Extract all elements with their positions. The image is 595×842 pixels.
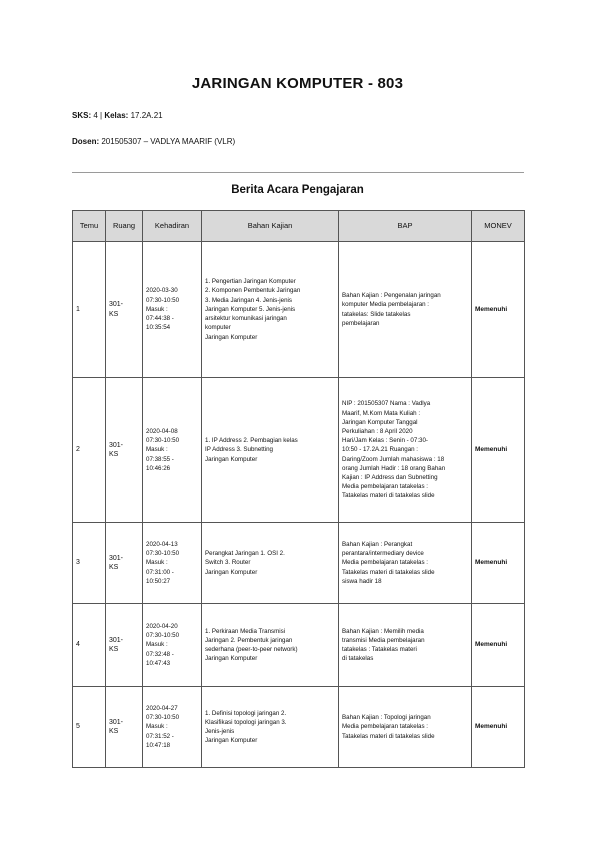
table-row [73,523,525,604]
cell-kehadiran: 2020-04-20 07:30-10:50 Masuk : 07:32:48 - 10:47:43 [143,604,202,687]
cell-monev: Memenuhi [472,687,525,768]
cell-monev: Memenuhi [472,242,525,378]
cell-kehadiran: 2020-04-13 07:30-10:50 Masuk : 07:31:00 - 10:50:27 [143,523,202,604]
cell-bahan-kajian: 1. Perkiraan Media Transmisi Jaringan 2. Pembentuk jaringan sederhana (peer-to-peer network) Jaringan Komputer [202,604,339,687]
sks-value: 4 | [91,111,105,120]
course-title: JARINGAN KOMPUTER - 803 [191,75,404,92]
cell-ruang: 301- KS [106,523,143,604]
table-row [73,687,525,768]
col-header-kehadiran: Kehadiran [143,211,202,242]
col-header-ruang: Ruang [106,211,143,242]
divider [72,172,524,173]
cell-bap: Bahan Kajian : Pengenalan jaringan komputer Media pembelajaran : tatakelas: Slide tatakelas pembelajaran [339,242,472,378]
cell-temu: 2 [73,378,106,523]
col-header-bap: BAP [339,211,472,242]
cell-monev: Memenuhi [472,523,525,604]
col-header-bahan-kajian: Bahan Kajian [202,211,339,242]
cell-bahan-kajian: 1. IP Address 2. Pembagian kelas IP Address 3. Subnetting Jaringan Komputer [202,378,339,523]
cell-monev: Memenuhi [472,378,525,523]
col-header-temu: Temu [73,211,106,242]
cell-bap: NIP : 201505307 Nama : Vadlya Maarif, M.Kom Mata Kuliah : Jaringan Komputer Tanggal Perkuliahan : 8 April 2020 Hari/Jam Kelas : Senin - 07:30- 10:50 - 17.2A.21 Ruangan : Daring/Zoom Jumlah mahasiswa : 18 orang Jumlah Hadir : 18 orang Bahan Kajian : IP Address dan Subnetting Media pembelajaran tatakelas : Tatakelas materi di tatakelas slide [339,378,472,523]
cell-bap: Bahan Kajian : Perangkat perantara/intermediary device Media pembelajaran tatakelas : Tatakelas materi di tatakelas slide siswa hadir 18 [339,523,472,604]
teaching-report-table [72,210,525,768]
section-title: Berita Acara Pengajaran [231,184,364,196]
table-header-row [73,211,525,242]
cell-ruang: 301- KS [106,242,143,378]
col-header-monev: MONEV [472,211,525,242]
cell-ruang: 301- KS [106,687,143,768]
cell-bahan-kajian: 1. Definisi topologi jaringan 2. Klasifikasi topologi jaringan 3. Jenis-jenis Jaringan Komputer [202,687,339,768]
cell-bap: Bahan Kajian : Memilih media transmisi Media pembelajaran tatakelas : Tatakelas materi di tatakelas [339,604,472,687]
cell-temu: 5 [73,687,106,768]
cell-ruang: 301- KS [106,604,143,687]
cell-temu: 3 [73,523,106,604]
dosen-value: 201505307 – VADLYA MAARIF (VLR) [99,137,236,146]
table-row [73,378,525,523]
lecturer-line [72,137,235,146]
cell-bahan-kajian: 1. Pengertian Jaringan Komputer 2. Komponen Pembentuk Jaringan 3. Media Jaringan 4. Jenis-jenis Jaringan Komputer 5. Jenis-jenis arsitektur komunikasi jaringan komputer Jaringan Komputer [202,242,339,378]
dosen-label: Dosen: [72,137,100,146]
cell-temu: 4 [73,604,106,687]
cell-monev: Memenuhi [472,604,525,687]
sks-label: SKS: [72,111,92,120]
kelas-value: 17.2A.21 [128,111,163,120]
cell-kehadiran: 2020-03-30 07:30-10:50 Masuk : 07:44:38 - 10:35:54 [143,242,202,378]
cell-bap: Bahan Kajian : Topologi jaringan Media pembelajaran tatakelas : Tatakelas materi di tatakelas slide [339,687,472,768]
cell-kehadiran: 2020-04-27 07:30-10:50 Masuk : 07:31:52 - 10:47:18 [143,687,202,768]
cell-kehadiran: 2020-04-08 07:30-10:50 Masuk : 07:38:55 - 10:46:26 [143,378,202,523]
cell-bahan-kajian: Perangkat Jaringan 1. OSI 2. Switch 3. Router Jaringan Komputer [202,523,339,604]
table-row [73,604,525,687]
cell-temu: 1 [73,242,106,378]
cell-ruang: 301- KS [106,378,143,523]
table-row [73,242,525,378]
course-meta-line [72,111,163,120]
kelas-label: Kelas: [104,111,129,120]
